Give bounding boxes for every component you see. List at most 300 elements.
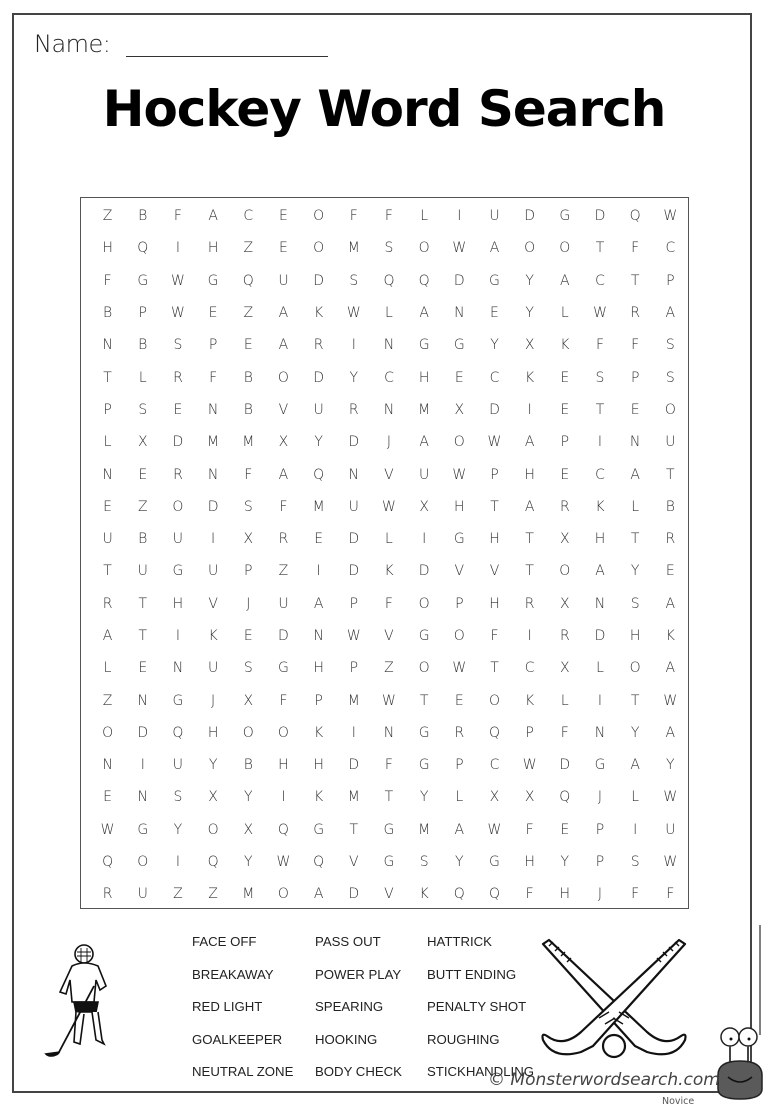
grid-letter[interactable]: Q (488, 886, 500, 903)
grid-letter[interactable]: F (631, 240, 640, 257)
grid-letter[interactable]: C (489, 369, 500, 386)
grid-letter[interactable]: A (665, 595, 676, 612)
grid-letter[interactable]: Y (243, 854, 253, 871)
grid-letter[interactable]: W (452, 466, 467, 483)
grid-letter[interactable]: R (559, 628, 570, 644)
grid-letter[interactable]: N (383, 401, 395, 418)
grid-letter[interactable]: Q (137, 240, 149, 257)
grid-letter[interactable]: B (243, 401, 253, 418)
grid-letter[interactable]: D (172, 434, 184, 451)
grid-letter[interactable]: Y (560, 854, 570, 871)
grid-letter[interactable]: D (559, 757, 571, 774)
grid-letter[interactable]: D (348, 434, 360, 451)
grid-letter[interactable]: D (313, 369, 324, 386)
grid-letter[interactable]: P (314, 692, 323, 709)
grid-letter[interactable]: Z (208, 886, 218, 903)
grid-letter[interactable]: O (313, 208, 325, 225)
grid-letter[interactable]: I (527, 401, 532, 418)
grid-letter[interactable]: P (455, 757, 464, 774)
grid-letter[interactable]: O (629, 660, 641, 677)
grid-letter[interactable]: R (102, 886, 113, 903)
grid-letter[interactable]: F (631, 337, 640, 354)
grid-letter[interactable]: N (348, 466, 360, 483)
grid-letter[interactable]: A (419, 305, 429, 322)
grid-letter[interactable]: P (595, 854, 605, 871)
grid-letter[interactable]: T (419, 692, 429, 709)
grid-letter[interactable]: H (489, 531, 500, 548)
grid-letter[interactable]: Q (453, 886, 465, 903)
grid-letter[interactable]: O (453, 628, 465, 644)
grid-letter[interactable]: X (454, 401, 465, 418)
grid-letter[interactable]: H (313, 660, 324, 677)
grid-letter[interactable]: N (454, 305, 465, 322)
grid-letter[interactable]: X (208, 789, 218, 806)
grid-letter[interactable]: L (631, 498, 640, 515)
grid-letter[interactable]: Q (277, 821, 289, 838)
grid-letter[interactable]: Q (313, 466, 325, 483)
grid-letter[interactable]: H (524, 854, 535, 871)
grid-letter[interactable]: I (351, 724, 356, 741)
grid-letter[interactable]: U (278, 272, 289, 289)
grid-letter[interactable]: G (453, 531, 465, 548)
grid-letter[interactable]: Y (666, 757, 675, 774)
grid-letter[interactable]: O (313, 240, 325, 257)
grid-letter[interactable]: K (208, 628, 218, 644)
grid-letter[interactable]: O (277, 369, 289, 386)
grid-letter[interactable]: P (349, 660, 359, 677)
grid-letter[interactable]: T (349, 821, 359, 838)
grid-letter[interactable]: Y (525, 272, 534, 289)
grid-letter[interactable]: F (525, 886, 534, 903)
grid-letter[interactable]: A (595, 563, 605, 580)
grid-letter[interactable]: E (490, 305, 499, 322)
grid-letter[interactable]: M (418, 821, 431, 838)
grid-letter[interactable]: S (243, 660, 253, 677)
grid-letter[interactable]: Y (419, 789, 429, 806)
grid-letter[interactable]: W (593, 305, 607, 322)
grid-letter[interactable]: R (454, 724, 465, 741)
grid-letter[interactable]: F (595, 337, 605, 354)
grid-letter[interactable]: H (172, 595, 184, 612)
grid-letter[interactable]: L (631, 789, 640, 806)
grid-letter[interactable]: G (207, 272, 219, 289)
grid-letter[interactable]: U (102, 531, 113, 548)
grid-letter[interactable]: S (349, 272, 359, 289)
grid-letter[interactable]: E (454, 369, 464, 386)
name-input-line[interactable] (126, 56, 328, 57)
grid-letter[interactable]: E (314, 531, 324, 548)
grid-letter[interactable]: R (348, 401, 359, 418)
grid-letter[interactable]: S (419, 854, 429, 871)
grid-letter[interactable]: C (243, 208, 254, 225)
grid-letter[interactable]: F (560, 724, 569, 741)
grid-letter[interactable]: S (665, 369, 675, 386)
grid-letter[interactable]: I (175, 240, 180, 257)
grid-letter[interactable]: B (665, 498, 675, 515)
grid-letter[interactable]: T (595, 401, 605, 418)
grid-letter[interactable]: V (454, 563, 465, 580)
grid-letter[interactable]: R (102, 595, 113, 612)
grid-letter[interactable]: C (524, 660, 535, 677)
grid-letter[interactable]: W (100, 821, 115, 838)
grid-letter[interactable]: N (383, 724, 395, 741)
grid-letter[interactable]: E (173, 401, 183, 418)
grid-letter[interactable]: W (346, 305, 361, 322)
grid-letter[interactable]: C (665, 240, 676, 257)
grid-letter[interactable]: D (207, 498, 219, 515)
grid-letter[interactable]: P (103, 401, 112, 418)
grid-letter[interactable]: V (489, 563, 500, 580)
grid-letter[interactable]: S (665, 337, 675, 354)
grid-letter[interactable]: U (665, 434, 676, 451)
grid-letter[interactable]: C (384, 369, 394, 386)
grid-letter[interactable]: N (594, 724, 606, 741)
grid-letter[interactable]: R (173, 369, 183, 386)
grid-letter[interactable]: U (419, 466, 430, 483)
grid-letter[interactable]: L (103, 660, 112, 677)
grid-letter[interactable]: I (211, 531, 216, 548)
grid-letter[interactable]: J (211, 692, 216, 709)
grid-letter[interactable]: J (246, 595, 251, 612)
grid-letter[interactable]: R (524, 595, 535, 612)
grid-letter[interactable]: S (173, 789, 183, 806)
grid-letter[interactable]: P (244, 563, 253, 580)
grid-letter[interactable]: N (383, 337, 395, 354)
grid-letter[interactable]: T (630, 272, 640, 289)
grid-letter[interactable]: Q (242, 272, 254, 289)
grid-letter[interactable]: D (418, 563, 430, 580)
grid-letter[interactable]: C (489, 757, 500, 774)
grid-letter[interactable]: L (560, 305, 569, 322)
grid-letter[interactable]: D (524, 208, 536, 225)
grid-letter[interactable]: M (242, 886, 255, 903)
grid-letter[interactable]: W (382, 692, 396, 709)
grid-letter[interactable]: B (243, 757, 253, 774)
grid-letter[interactable]: H (313, 757, 324, 774)
grid-letter[interactable]: L (420, 208, 429, 225)
grid-letter[interactable]: O (137, 854, 149, 871)
grid-letter[interactable]: X (137, 434, 148, 451)
grid-letter[interactable]: U (489, 208, 500, 225)
grid-letter[interactable]: U (137, 563, 148, 580)
grid-letter[interactable]: S (595, 369, 605, 386)
grid-letter[interactable]: I (140, 757, 145, 774)
grid-letter[interactable]: T (525, 563, 534, 580)
grid-letter[interactable]: F (525, 821, 534, 838)
grid-letter[interactable]: K (525, 369, 535, 386)
grid-letter[interactable]: E (279, 240, 288, 257)
grid-letter[interactable]: L (385, 305, 393, 322)
grid-letter[interactable]: P (630, 369, 640, 386)
grid-letter[interactable]: I (633, 821, 638, 838)
grid-letter[interactable]: V (384, 466, 394, 483)
grid-letter[interactable]: I (351, 337, 356, 354)
grid-letter[interactable]: P (138, 305, 147, 322)
grid-letter[interactable]: U (172, 757, 184, 774)
grid-letter[interactable]: O (277, 724, 289, 741)
grid-letter[interactable]: A (524, 498, 535, 515)
grid-letter[interactable]: H (418, 369, 430, 386)
grid-letter[interactable]: E (243, 628, 253, 644)
grid-letter[interactable]: F (103, 272, 112, 289)
grid-letter[interactable]: U (172, 531, 184, 548)
grid-letter[interactable]: U (137, 886, 148, 903)
grid-letter[interactable]: E (560, 466, 570, 483)
grid-letter[interactable]: H (489, 595, 500, 612)
grid-letter[interactable]: X (243, 821, 254, 838)
grid-letter[interactable]: Y (630, 724, 640, 741)
grid-letter[interactable]: E (138, 660, 148, 677)
grid-letter[interactable]: H (102, 240, 113, 257)
grid-letter[interactable]: Y (314, 434, 323, 451)
grid-letter[interactable]: G (418, 337, 430, 354)
grid-letter[interactable]: E (243, 337, 253, 354)
grid-letter[interactable]: N (102, 337, 113, 354)
grid-letter[interactable]: E (560, 821, 570, 838)
grid-letter[interactable]: W (663, 208, 678, 225)
grid-letter[interactable]: O (277, 886, 289, 903)
grid-letter[interactable]: U (665, 821, 676, 838)
grid-letter[interactable]: F (384, 208, 393, 225)
grid-letter[interactable]: D (348, 563, 360, 580)
grid-letter[interactable]: S (138, 401, 148, 418)
grid-letter[interactable]: X (243, 531, 254, 548)
grid-letter[interactable]: I (527, 628, 532, 644)
grid-letter[interactable]: V (278, 401, 289, 418)
grid-letter[interactable]: G (383, 854, 395, 871)
grid-letter[interactable]: K (560, 337, 570, 354)
grid-letter[interactable]: E (208, 305, 218, 322)
grid-letter[interactable]: P (349, 595, 359, 612)
grid-letter[interactable]: C (595, 272, 605, 289)
grid-letter[interactable]: P (595, 821, 605, 838)
grid-letter[interactable]: Q (629, 208, 641, 225)
grid-letter[interactable]: D (348, 886, 360, 903)
grid-letter[interactable]: E (279, 208, 288, 225)
grid-letter[interactable]: Y (630, 563, 640, 580)
grid-letter[interactable]: H (278, 757, 289, 774)
grid-letter[interactable]: A (313, 886, 324, 903)
grid-letter[interactable]: U (278, 595, 289, 612)
grid-letter[interactable]: M (242, 434, 255, 451)
grid-letter[interactable]: O (207, 821, 219, 838)
grid-letter[interactable]: A (665, 305, 676, 322)
grid-letter[interactable]: O (559, 563, 571, 580)
grid-letter[interactable]: X (560, 660, 570, 677)
grid-letter[interactable]: R (559, 498, 570, 515)
grid-letter[interactable]: F (631, 886, 640, 903)
grid-letter[interactable]: Q (102, 854, 114, 871)
grid-letter[interactable]: U (207, 660, 219, 677)
grid-letter[interactable]: A (419, 434, 429, 451)
grid-letter[interactable]: Z (278, 563, 289, 580)
grid-letter[interactable]: V (384, 886, 394, 903)
grid-letter[interactable]: T (525, 531, 534, 548)
grid-letter[interactable]: Z (102, 208, 113, 225)
grid-letter[interactable]: X (243, 692, 254, 709)
grid-letter[interactable]: N (207, 401, 219, 418)
grid-letter[interactable]: H (524, 466, 535, 483)
grid-letter[interactable]: E (630, 401, 640, 418)
grid-letter[interactable]: S (630, 854, 640, 871)
grid-letter[interactable]: A (313, 595, 324, 612)
grid-letter[interactable]: Y (208, 757, 218, 774)
grid-letter[interactable]: T (630, 531, 640, 548)
grid-letter[interactable]: N (102, 757, 113, 774)
grid-letter[interactable]: G (137, 272, 149, 289)
grid-letter[interactable]: G (559, 208, 571, 225)
grid-letter[interactable]: M (347, 240, 360, 257)
grid-letter[interactable]: G (137, 821, 149, 838)
grid-letter[interactable]: G (418, 628, 430, 644)
grid-letter[interactable]: S (173, 337, 183, 354)
grid-letter[interactable]: V (384, 628, 394, 644)
grid-letter[interactable]: Q (172, 724, 184, 741)
grid-letter[interactable]: H (559, 886, 571, 903)
grid-letter[interactable]: F (209, 369, 218, 386)
grid-letter[interactable]: A (560, 272, 570, 289)
grid-letter[interactable]: F (384, 757, 393, 774)
grid-letter[interactable]: Y (490, 337, 499, 354)
grid-letter[interactable]: W (663, 789, 678, 806)
grid-letter[interactable]: X (419, 498, 429, 515)
grid-letter[interactable]: S (384, 240, 394, 257)
grid-letter[interactable]: A (278, 337, 289, 354)
grid-letter[interactable]: F (666, 886, 675, 903)
grid-letter[interactable]: I (175, 628, 180, 644)
grid-letter[interactable]: G (594, 757, 606, 774)
grid-letter[interactable]: I (457, 208, 462, 225)
grid-letter[interactable]: A (102, 628, 113, 644)
grid-letter[interactable]: D (348, 531, 360, 548)
grid-letter[interactable]: F (384, 595, 393, 612)
grid-letter[interactable]: W (346, 628, 361, 644)
grid-letter[interactable]: X (278, 434, 289, 451)
grid-letter[interactable]: J (597, 886, 603, 903)
grid-letter[interactable]: S (630, 595, 640, 612)
grid-letter[interactable]: A (278, 466, 289, 483)
grid-letter[interactable]: Q (488, 724, 500, 741)
grid-letter[interactable]: X (560, 531, 570, 548)
grid-letter[interactable]: G (172, 692, 184, 709)
grid-letter[interactable]: W (452, 240, 467, 257)
grid-letter[interactable]: I (597, 692, 603, 709)
grid-letter[interactable]: I (316, 563, 321, 580)
grid-letter[interactable]: F (490, 628, 499, 644)
grid-letter[interactable]: O (418, 660, 430, 677)
grid-letter[interactable]: T (595, 240, 605, 257)
grid-letter[interactable]: D (489, 401, 500, 418)
grid-letter[interactable]: M (347, 692, 360, 709)
grid-letter[interactable]: O (418, 595, 430, 612)
grid-letter[interactable]: R (665, 531, 676, 548)
grid-letter[interactable]: I (175, 854, 180, 871)
grid-letter[interactable]: D (313, 272, 324, 289)
grid-letter[interactable]: W (171, 305, 185, 322)
grid-letter[interactable]: W (487, 434, 502, 451)
grid-letter[interactable]: P (560, 434, 570, 451)
grid-letter[interactable]: G (489, 854, 500, 871)
grid-letter[interactable]: Z (173, 886, 183, 903)
grid-letter[interactable]: B (138, 208, 148, 225)
grid-letter[interactable]: Y (349, 369, 359, 386)
grid-letter[interactable]: O (242, 724, 254, 741)
grid-letter[interactable]: T (490, 660, 499, 677)
grid-letter[interactable]: G (313, 821, 325, 838)
grid-letter[interactable]: Q (418, 272, 430, 289)
grid-letter[interactable]: H (629, 628, 641, 644)
grid-letter[interactable]: F (173, 208, 182, 225)
grid-letter[interactable]: F (279, 692, 288, 709)
grid-letter[interactable]: W (382, 498, 396, 515)
grid-letter[interactable]: A (524, 434, 535, 451)
grid-letter[interactable]: L (138, 369, 147, 386)
grid-letter[interactable]: N (172, 660, 184, 677)
grid-letter[interactable]: T (138, 628, 148, 644)
grid-letter[interactable]: B (243, 369, 253, 386)
grid-letter[interactable]: O (102, 724, 114, 741)
grid-letter[interactable]: W (276, 854, 291, 871)
grid-letter[interactable]: M (207, 434, 220, 451)
grid-letter[interactable]: P (208, 337, 218, 354)
grid-letter[interactable]: G (453, 337, 465, 354)
grid-letter[interactable]: S (243, 498, 253, 515)
grid-letter[interactable]: K (314, 724, 324, 741)
grid-letter[interactable]: W (171, 272, 185, 289)
grid-letter[interactable]: H (207, 240, 219, 257)
grid-letter[interactable]: P (490, 466, 499, 483)
grid-letter[interactable]: A (454, 821, 465, 838)
grid-letter[interactable]: G (278, 660, 289, 677)
grid-letter[interactable]: T (630, 692, 640, 709)
grid-letter[interactable]: G (383, 821, 395, 838)
grid-letter[interactable]: L (560, 692, 569, 709)
grid-letter[interactable]: Z (137, 498, 148, 515)
grid-letter[interactable]: Q (207, 854, 219, 871)
grid-letter[interactable]: D (594, 208, 606, 225)
grid-letter[interactable]: E (454, 692, 464, 709)
grid-letter[interactable]: N (313, 628, 324, 644)
grid-letter[interactable]: J (597, 789, 603, 806)
grid-letter[interactable]: D (594, 628, 606, 644)
grid-letter[interactable]: C (595, 466, 605, 483)
grid-letter[interactable]: W (663, 692, 678, 709)
grid-letter[interactable]: N (137, 789, 148, 806)
grid-letter[interactable]: O (172, 498, 184, 515)
grid-letter[interactable]: U (207, 563, 219, 580)
grid-letter[interactable]: E (560, 369, 570, 386)
grid-letter[interactable]: T (384, 789, 394, 806)
grid-letter[interactable]: A (630, 757, 640, 774)
grid-letter[interactable]: T (103, 369, 112, 386)
grid-letter[interactable]: B (138, 531, 148, 548)
grid-letter[interactable]: I (597, 434, 603, 451)
grid-letter[interactable]: Z (243, 305, 254, 322)
grid-letter[interactable]: I (422, 531, 427, 548)
grid-letter[interactable]: K (419, 886, 429, 903)
grid-letter[interactable]: A (489, 240, 500, 257)
grid-letter[interactable]: F (349, 208, 358, 225)
grid-letter[interactable]: Q (313, 854, 325, 871)
grid-letter[interactable]: Y (455, 854, 464, 871)
grid-letter[interactable]: O (418, 240, 430, 257)
grid-letter[interactable]: Q (383, 272, 395, 289)
grid-letter[interactable]: K (665, 628, 675, 644)
grid-letter[interactable]: N (137, 692, 148, 709)
grid-letter[interactable]: V (349, 854, 359, 871)
grid-letter[interactable]: H (594, 531, 606, 548)
grid-letter[interactable]: U (348, 498, 359, 515)
